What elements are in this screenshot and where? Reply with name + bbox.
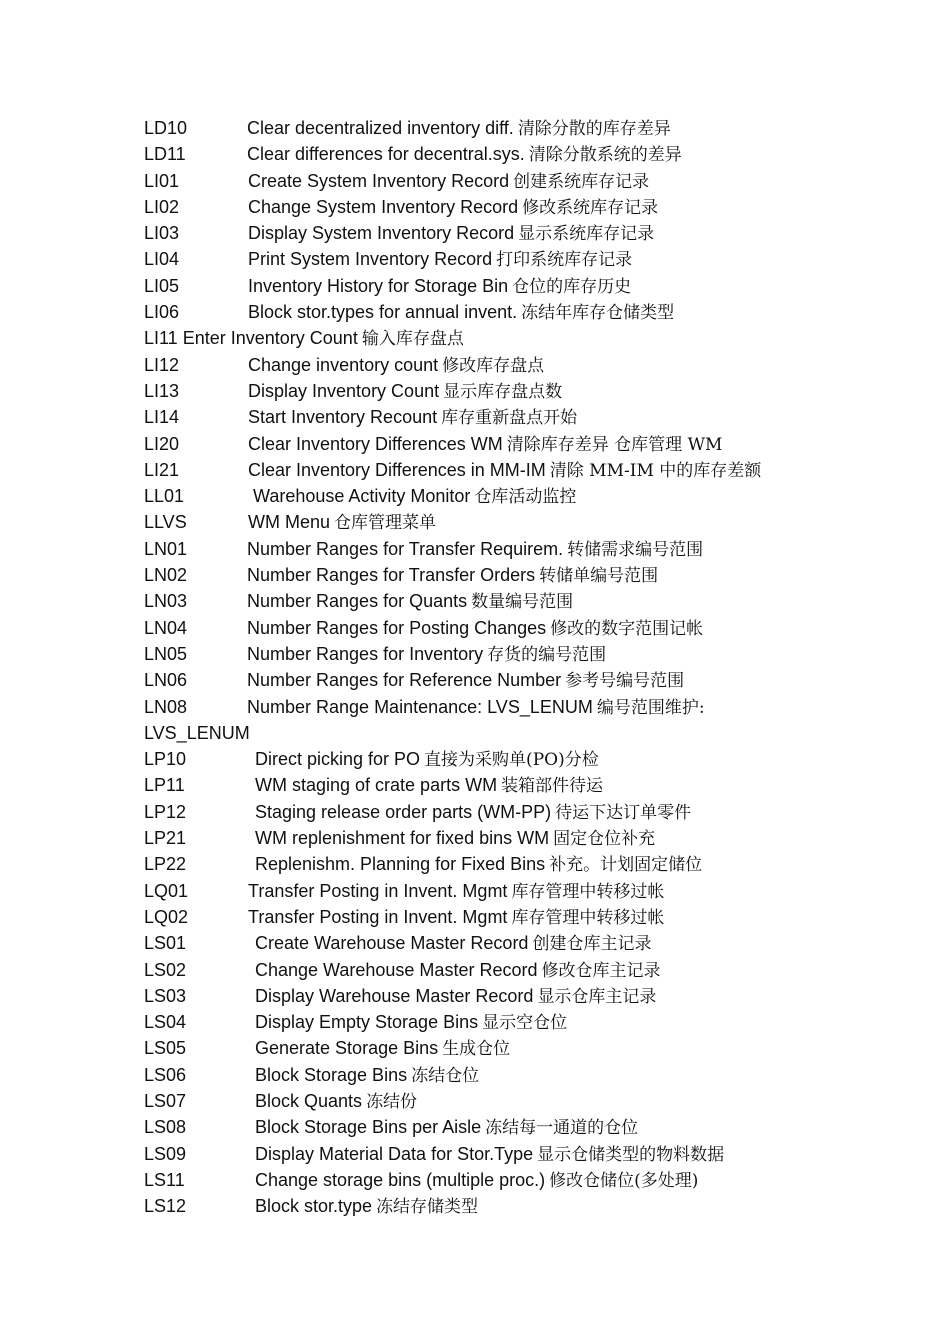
transaction-description — [247, 141, 682, 168]
transaction-description — [255, 957, 660, 984]
description-chinese: 库存重新盘点开始 — [441, 408, 578, 429]
description-english: Block Quants — [255, 1090, 363, 1111]
list-item — [144, 431, 924, 457]
list-item — [144, 1114, 924, 1140]
transaction-description — [247, 536, 703, 563]
transaction-code: LS12 — [144, 1196, 187, 1217]
description-chinese: 装箱部件待运 — [501, 776, 604, 797]
list-item — [144, 667, 924, 693]
list-item — [144, 851, 924, 877]
description-chinese: 参考号编号范围 — [565, 671, 685, 692]
description-english: WM Menu — [248, 512, 331, 533]
transaction-description — [248, 246, 632, 273]
description-chinese: 直接为采购单(PO)分检 — [424, 750, 599, 771]
transaction-code: LI05 — [144, 275, 180, 296]
description-english: Number Ranges for Inventory — [247, 643, 484, 664]
description-english: Create System Inventory Record — [248, 170, 510, 191]
list-item — [144, 194, 924, 220]
list-item — [144, 641, 924, 667]
transaction-code: LS08 — [144, 1117, 187, 1138]
list-item — [144, 772, 924, 798]
list-item — [144, 878, 924, 904]
description-chinese: 显示仓库主记录 — [537, 986, 657, 1007]
description-english: Number Ranges for Reference Number — [247, 670, 562, 691]
transaction-description — [255, 930, 651, 957]
list-item — [144, 220, 924, 246]
transaction-description — [255, 1088, 417, 1115]
list-item — [144, 273, 924, 299]
transaction-code: LD11 — [144, 144, 186, 165]
description-chinese: 修改仓储位(多处理) — [549, 1170, 699, 1191]
description-chinese: 库存管理中转移过帐 — [511, 907, 665, 928]
transaction-code: LS07 — [144, 1090, 187, 1111]
list-item — [144, 1009, 924, 1035]
transaction-description — [248, 378, 562, 405]
list-item — [144, 799, 924, 825]
transaction-code: LN03 — [144, 591, 188, 612]
description-chinese: 仓位的库存历史 — [512, 276, 632, 297]
list-item — [144, 141, 924, 167]
transaction-code: LP22 — [144, 854, 187, 875]
description-english: Change System Inventory Record — [248, 196, 519, 217]
transaction-description — [255, 1062, 479, 1089]
description-english: Display Empty Storage Bins — [255, 1012, 479, 1033]
transaction-code: LS09 — [144, 1143, 187, 1164]
transaction-description — [248, 404, 577, 431]
description-english: Inventory History for Storage Bin — [248, 275, 509, 296]
list-item — [144, 1141, 924, 1167]
transaction-description — [255, 1167, 698, 1194]
transaction-description — [255, 825, 655, 852]
transaction-code: LI01 — [144, 170, 180, 191]
transaction-code: LI13 — [144, 380, 180, 401]
transaction-description — [248, 299, 674, 326]
transaction-code: LI06 — [144, 302, 180, 323]
description-english: Enter Inventory Count — [182, 328, 358, 349]
transaction-description — [255, 1193, 478, 1220]
transaction-description — [248, 431, 722, 458]
description-chinese: 待运下达订单零件 — [555, 802, 692, 823]
transaction-description — [248, 878, 664, 905]
description-english: Block Storage Bins per Aisle — [255, 1117, 482, 1138]
description-english: Block Storage Bins — [255, 1064, 408, 1085]
list-item — [144, 562, 924, 588]
description-english: Display Inventory Count — [248, 380, 440, 401]
transaction-code: LN05 — [144, 643, 188, 664]
list-item — [144, 983, 924, 1009]
transaction-description — [255, 799, 691, 826]
transaction-description — [248, 457, 761, 484]
description-chinese: 冻结存储类型 — [376, 1197, 479, 1218]
transaction-code: LN04 — [144, 617, 188, 638]
transaction-description — [255, 1114, 638, 1141]
list-item — [144, 1062, 924, 1088]
description-english: Direct picking for PO — [255, 749, 421, 770]
list-item — [144, 694, 924, 720]
description-english: Create Warehouse Master Record — [255, 933, 529, 954]
description-english: Print System Inventory Record — [248, 249, 493, 270]
description-english: Clear decentralized inventory diff. — [247, 118, 514, 138]
transaction-code: LI04 — [144, 249, 180, 270]
transaction-code: LN01 — [144, 538, 188, 559]
description-english: Number Range Maintenance: LVS_LENUM — [247, 696, 593, 717]
transaction-code: LI12 — [144, 354, 180, 375]
transaction-code: LS01 — [144, 933, 187, 954]
description-chinese: 打印系统库存记录 — [496, 250, 633, 271]
description-chinese: 显示库存盘点数 — [443, 381, 563, 402]
transaction-code: LN02 — [144, 565, 188, 586]
description-english: Change storage bins (multiple proc.) — [255, 1169, 546, 1190]
description-english: Number Ranges for Quants — [247, 591, 468, 612]
description-chinese: 冻结每一通道的仓位 — [485, 1118, 639, 1139]
transaction-code: LS11 — [144, 1169, 185, 1190]
transaction-description — [247, 115, 671, 142]
transaction-description — [248, 194, 658, 221]
description-english: Change Warehouse Master Record — [255, 959, 538, 980]
description-chinese: 显示空仓位 — [482, 1013, 568, 1034]
description-chinese: 修改仓库主记录 — [541, 960, 661, 981]
description-english: Replenishm. Planning for Fixed Bins — [255, 854, 546, 875]
transaction-code: LS02 — [144, 959, 187, 980]
transaction-description — [248, 352, 544, 379]
description-chinese: 仓库活动监控 — [474, 487, 577, 508]
description-english: Block stor.types for annual invent. — [248, 302, 518, 323]
transaction-description — [247, 562, 658, 589]
transaction-description — [247, 641, 606, 668]
transaction-code: LS04 — [144, 1012, 187, 1033]
list-item — [144, 457, 924, 483]
transaction-code: LN06 — [144, 670, 188, 691]
transaction-code: LS05 — [144, 1038, 187, 1059]
transaction-code: LI03 — [144, 223, 180, 244]
description-chinese: 修改系统库存记录 — [522, 197, 659, 218]
list-item — [144, 746, 924, 772]
list-item — [144, 404, 924, 430]
description-english: Start Inventory Recount — [248, 407, 438, 428]
transaction-description — [248, 904, 664, 931]
description-chinese: 创建仓库主记录 — [532, 934, 652, 955]
description-english: Warehouse Activity Monitor — [253, 486, 471, 507]
transaction-description — [255, 1141, 724, 1168]
list-item — [144, 1167, 924, 1193]
list-item — [144, 588, 924, 614]
description-english: Clear Inventory Differences in MM-IM — [248, 459, 546, 480]
transaction-code: LL01 — [144, 486, 185, 507]
transaction-code: LP21 — [144, 828, 187, 849]
list-item — [144, 536, 924, 562]
list-item — [144, 246, 924, 272]
description-chinese: 固定仓位补充 — [553, 829, 656, 850]
transaction-description — [255, 851, 702, 878]
transaction-code: LI14 — [144, 407, 180, 428]
list-item — [144, 509, 924, 535]
transaction-code: LVS_LENUM — [144, 722, 250, 743]
description-chinese: 数量编号范围 — [471, 592, 574, 613]
description-english: Generate Storage Bins — [255, 1038, 439, 1059]
description-english: Transfer Posting in Invent. Mgmt — [248, 880, 508, 901]
description-english: Block stor.type — [255, 1196, 373, 1217]
transaction-description — [255, 772, 603, 799]
description-chinese: 冻结份 — [366, 1091, 418, 1112]
list-item — [144, 1193, 924, 1219]
list-item — [144, 352, 924, 378]
list-item — [144, 904, 924, 930]
transaction-description — [248, 509, 436, 536]
transaction-code: LD10 — [144, 118, 188, 138]
transaction-code-list — [144, 115, 924, 1219]
description-chinese: 冻结仓位 — [411, 1065, 480, 1086]
description-chinese: 冻结年库存仓储类型 — [521, 303, 675, 324]
transaction-description — [247, 615, 703, 642]
description-chinese: 存货的编号范围 — [487, 644, 607, 665]
description-chinese: 清除分散的库存差异 — [517, 119, 671, 139]
description-chinese: 补充。计划固定储位 — [549, 855, 703, 876]
list-item — [144, 1088, 924, 1114]
transaction-code: LP11 — [144, 775, 185, 796]
transaction-description — [247, 588, 573, 615]
description-chinese: 修改库存盘点 — [442, 355, 545, 376]
list-item — [144, 115, 924, 141]
transaction-code: LI20 — [144, 433, 180, 454]
transaction-description — [247, 694, 705, 721]
list-item — [144, 299, 924, 325]
transaction-description — [247, 667, 684, 694]
transaction-code: LLVS — [144, 512, 187, 533]
list-item — [144, 930, 924, 956]
description-english: Display Material Data for Stor.Type — [255, 1143, 534, 1164]
transaction-code: LI21 — [144, 459, 180, 480]
description-chinese: 编号范围维护: — [596, 697, 705, 718]
transaction-description — [255, 1009, 567, 1036]
transaction-code: LP12 — [144, 801, 187, 822]
description-chinese: 转储单编号范围 — [539, 566, 659, 587]
transaction-description — [255, 1035, 510, 1062]
transaction-code: LN08 — [144, 696, 188, 717]
transaction-description — [253, 483, 576, 510]
transaction-code: LS06 — [144, 1064, 187, 1085]
description-english: Staging release order parts (WM-PP) — [255, 801, 552, 822]
description-english: Number Ranges for Transfer Orders — [247, 565, 536, 586]
description-english: Transfer Posting in Invent. Mgmt — [248, 906, 508, 927]
description-english: Display System Inventory Record — [248, 223, 515, 244]
description-chinese: 仓库管理菜单 — [334, 513, 437, 534]
description-chinese: 修改的数字范围记帐 — [550, 618, 704, 639]
description-english: Number Ranges for Posting Changes — [247, 617, 547, 638]
description-english: WM staging of crate parts WM — [255, 775, 498, 796]
transaction-code: LS03 — [144, 985, 187, 1006]
description-chinese: 创建系统库存记录 — [513, 171, 650, 192]
transaction-description — [255, 983, 656, 1010]
transaction-description — [248, 273, 631, 300]
transaction-description — [248, 220, 654, 247]
transaction-code: LP10 — [144, 749, 187, 770]
description-chinese: 生成仓位 — [442, 1039, 511, 1060]
description-english: Clear differences for decentral.sys. — [247, 144, 525, 165]
transaction-description — [183, 328, 464, 348]
description-chinese: 清除 MM-IM 中的库存差额 — [549, 460, 762, 481]
transaction-description — [255, 746, 599, 773]
transaction-code: LQ01 — [144, 880, 189, 901]
description-chinese: 库存管理中转移过帐 — [511, 881, 665, 902]
description-english: Number Ranges for Transfer Requirem. — [247, 538, 564, 559]
description-chinese: 显示系统库存记录 — [518, 224, 655, 245]
list-item — [144, 615, 924, 641]
list-item — [144, 957, 924, 983]
list-item — [144, 378, 924, 404]
list-item — [144, 720, 924, 746]
description-english: Change inventory count — [248, 354, 439, 375]
description-chinese: 输入库存盘点 — [361, 329, 464, 350]
transaction-code: LI11 — [144, 328, 178, 349]
description-english: Display Warehouse Master Record — [255, 985, 534, 1006]
description-chinese: 显示仓储类型的物料数据 — [537, 1144, 725, 1165]
list-item — [144, 1035, 924, 1061]
list-item — [144, 168, 924, 194]
transaction-code: LQ02 — [144, 906, 189, 927]
list-item — [144, 825, 924, 851]
transaction-code: LI02 — [144, 196, 180, 217]
description-english: Clear Inventory Differences WM — [248, 433, 503, 454]
description-english: WM replenishment for fixed bins WM — [255, 828, 550, 849]
description-chinese: 清除分散系统的差异 — [528, 145, 682, 166]
transaction-description — [248, 168, 649, 195]
list-item — [144, 483, 924, 509]
list-item — [144, 325, 924, 351]
description-chinese: 转储需求编号范围 — [567, 539, 704, 560]
description-chinese: 清除库存差异 仓库管理 WM — [506, 434, 723, 455]
